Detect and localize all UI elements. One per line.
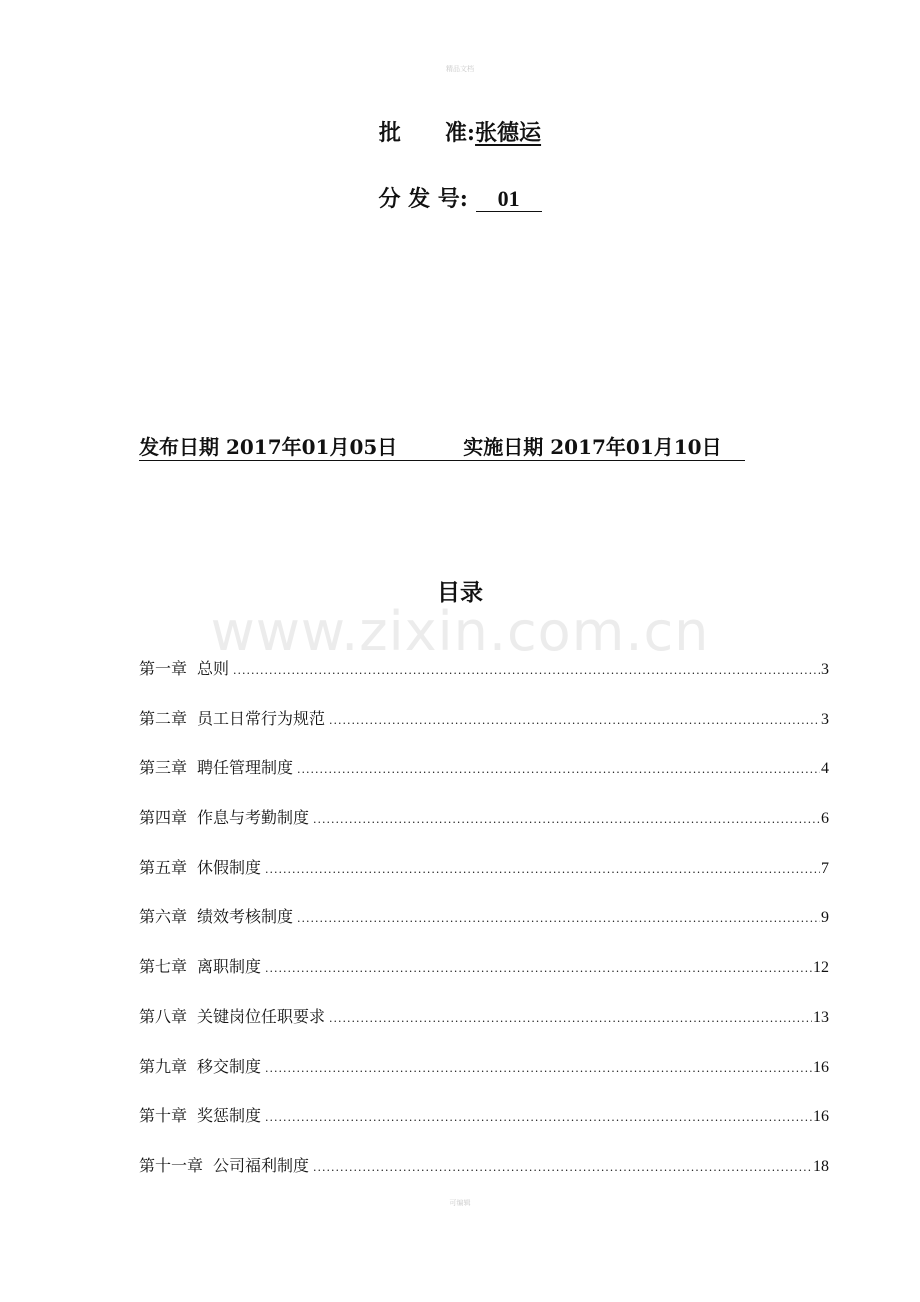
- effective-date: 实施日期 2017年01月10日: [463, 435, 722, 459]
- toc-entry-6[interactable]: [139, 904, 829, 954]
- page-footer-mark: 可编辑: [449, 1199, 471, 1207]
- toc-name: 公司福利制度: [213, 1155, 310, 1175]
- toc-dot-leader: [313, 807, 820, 833]
- toc-entry-10[interactable]: [139, 1103, 829, 1153]
- dates-line: [139, 434, 745, 461]
- release-date: 发布日期 2017年01月05日: [139, 435, 398, 459]
- toc-page-number: 7: [821, 859, 829, 877]
- toc-name: 关键岗位任职要求: [197, 1006, 326, 1026]
- toc-entry-9[interactable]: [139, 1054, 829, 1104]
- toc-dot-leader: [329, 708, 820, 734]
- toc-chapter: 第七章: [139, 957, 188, 977]
- toc-chapter: 第八章: [139, 1006, 188, 1026]
- table-of-contents: [139, 656, 829, 1203]
- toc-name: 移交制度: [197, 1056, 262, 1076]
- toc-name: 奖惩制度: [197, 1106, 262, 1126]
- toc-entry-7[interactable]: [139, 954, 829, 1004]
- toc-page-number: 13: [813, 1008, 829, 1026]
- toc-chapter: 第十一章: [139, 1155, 204, 1175]
- toc-entry-1[interactable]: [139, 656, 829, 706]
- toc-name: 聘任管理制度: [197, 758, 294, 778]
- approval-line: [0, 116, 920, 147]
- distribution-line: [0, 182, 920, 213]
- toc-entry-5[interactable]: [139, 855, 829, 905]
- toc-page-number: 16: [813, 1058, 829, 1076]
- toc-dot-leader: [265, 956, 812, 982]
- toc-dot-leader: [297, 757, 820, 783]
- toc-page-number: 3: [821, 661, 829, 678]
- toc-chapter: 第三章: [139, 758, 188, 778]
- approver-label: 批 准:: [378, 120, 476, 146]
- toc-name: 总则: [197, 659, 230, 678]
- toc-name: 离职制度: [197, 957, 262, 977]
- toc-dot-leader: [265, 857, 820, 883]
- toc-entry-11[interactable]: [139, 1153, 829, 1203]
- toc-name: 员工日常行为规范: [197, 708, 326, 728]
- watermark: www.zixin.com.cn: [210, 600, 710, 663]
- toc-name: 休假制度: [197, 857, 262, 877]
- toc-page-number: 6: [821, 810, 829, 828]
- page-header-mark: 精品文档: [446, 65, 474, 73]
- distribution-label: 分 发 号:: [378, 186, 468, 212]
- toc-entry-4[interactable]: [139, 805, 829, 855]
- toc-chapter: 第十章: [139, 1106, 188, 1126]
- toc-page-number: 12: [813, 959, 829, 977]
- toc-entry-3[interactable]: [139, 755, 829, 805]
- toc-page-number: 4: [821, 760, 829, 778]
- toc-chapter: 第一章: [139, 659, 188, 678]
- toc-dot-leader: [265, 1105, 812, 1131]
- toc-dot-leader: [233, 658, 820, 684]
- toc-chapter: 第六章: [139, 907, 188, 927]
- toc-dot-leader: [265, 1056, 812, 1082]
- toc-name: 绩效考核制度: [197, 907, 294, 927]
- toc-chapter: 第二章: [139, 708, 188, 728]
- toc-page-number: 3: [821, 710, 829, 728]
- toc-name: 作息与考勤制度: [197, 808, 310, 828]
- toc-dot-leader: [297, 906, 820, 932]
- toc-page-number: 16: [813, 1108, 829, 1126]
- distribution-number: 01: [476, 187, 542, 212]
- toc-dot-leader: [329, 1006, 812, 1032]
- toc-page-number: 18: [813, 1157, 829, 1175]
- toc-dot-leader: [313, 1155, 812, 1181]
- approver-name: 张德运: [475, 120, 542, 146]
- toc-entry-2[interactable]: [139, 706, 829, 756]
- toc-entry-8[interactable]: [139, 1004, 829, 1054]
- toc-chapter: 第四章: [139, 808, 188, 828]
- toc-title: 目录: [437, 580, 483, 606]
- toc-chapter: 第五章: [139, 857, 188, 877]
- toc-page-number: 9: [821, 909, 829, 927]
- toc-chapter: 第九章: [139, 1056, 188, 1076]
